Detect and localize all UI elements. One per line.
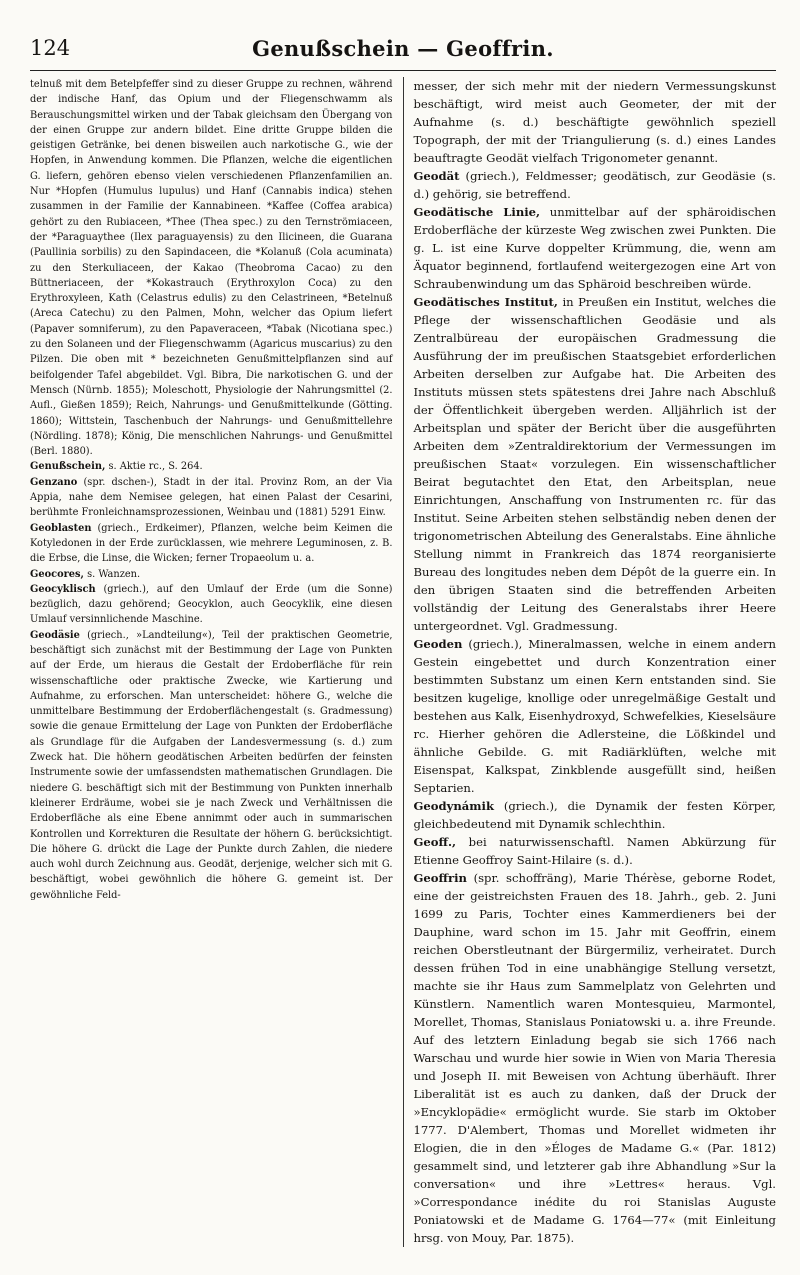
left-column (30, 77, 393, 1247)
entry-headword: Geodätische Linie, (413, 205, 541, 219)
dictionary-entry (30, 459, 393, 474)
entry-text: (griech., Erdkeimer), Pflanzen, welche beim Keimen die Kotyledonen in der Erde zurücklassen, wie mehrere Leguminosen, z. B. die Erbse, die Linse, die Wicken; ferner Tropaeolum u. a. (30, 522, 393, 565)
text-columns (30, 77, 776, 1247)
entry-headword: Geodätisches Institut, (413, 295, 558, 309)
dictionary-entry (413, 77, 776, 167)
entry-headword: Geocores, (30, 568, 84, 580)
dictionary-entry (30, 628, 393, 903)
dictionary-entry (30, 567, 393, 582)
entry-text: messer, der sich mehr mit der niedern Vermessungskunst beschäftigt, wird meist auch Geometer, der mit der Aufnahme (s. d.) beschäftigte gewöhnlich speziell Topograph, der mit der Triangulierung (s. d.) eines Landes beauftragte Geodät vielfach Trigonometer genannt. (413, 79, 776, 165)
entry-text: s. Wanzen. (83, 568, 141, 580)
entry-headword: Genußschein, (30, 461, 106, 473)
entry-headword: Genzano (30, 476, 78, 488)
entry-text: (griech.), Mineralmassen, welche in einem andern Gestein eingebettet und durch Konzentration einer bestimmten Substanz um einen Kern entstanden sind. Sie besitzen kugelige, knollige oder unregelmäßige Gestalt und bestehen aus Kalk, Eisenhydroxyd, Schwefelkies, Kieselsäure rc. Hierher gehören die Adlersteine, die Lößkindel und ähnliche Gebilde. G. mit Radiärklüften, welche mit Eisenspat, Kalkspat, Zinkblende ausgefüllt sind, heißen Septarien. (413, 637, 776, 795)
dictionary-entry (30, 582, 393, 628)
entry-text: (spr. schoffräng), Marie Thérèse, geborne Rodet, eine der geistreichsten Frauen des 18. Jahrh., geb. 2. Juni 1699 zu Paris, Tochter eines Kammerdieners bei der Dauphine, ward schon im 15. Jahr mit Geoffrin, einem reichen Oberstleutnant der Bürgermiliz, verheiratet. Durch dessen frühen Tod in eine unabhängige Stellung versetzt, machte sie ihr Haus zum Sammelplatz von Gelehrten und Künstlern. Namentlich waren Montesquieu, Marmontel, Morellet, Thomas, Stanislaus Poniatowski u. a. ihre Freunde. Auf des letztern Einladung begab sie sich 1766 nach Warschau und wurde hier sowie in Wien von Maria Theresia und Joseph II. mit Beweisen von Achtung überhäuft. Ihrer Liberalität ist es auch zu danken, daß der Druck der »Encyklopädie« ermöglicht wurde. Sie starb im Oktober 1777. D'Alembert, Thomas und Morellet widmeten ihr Elogien, die in den »Éloges de Madame G.« (Par. 1812) gesammelt sind, und letzterer gab ihre Abhandlung »Sur la conversation« und ihre »Lettres« heraus. Vgl. »Correspondance inédite du roi Stanislas Auguste Poniatowski et de Madame G. 1764—77« (mit Einleitung hrsg. von Mouy, Par. 1875). (413, 871, 776, 1245)
entry-text: s. Aktie rc., S. 264. (105, 461, 203, 473)
page-header (30, 30, 776, 71)
dictionary-entry (30, 475, 393, 521)
column-divider (403, 77, 404, 1247)
entry-headword: Geoff., (413, 835, 457, 849)
entry-headword: Geodäsie (30, 629, 80, 641)
running-head: Genußschein — Geoffrin. (252, 36, 554, 61)
dictionary-entry (413, 293, 776, 635)
page-number: 124 (30, 36, 71, 60)
entry-text: (griech.), auf den Umlauf der Erde (um die Sonne) bezüglich, dazu gehörend; Geocyklon, auch Geocyklik, eine diesen Umlauf versinnlichende Maschine. (30, 583, 393, 626)
entry-headword: Geodät (413, 169, 460, 183)
dictionary-entry (413, 869, 776, 1247)
entry-text: (griech.), die Dynamik der festen Körper, gleichbedeutend mit Dynamik schlechthin. (413, 799, 776, 831)
right-column (413, 77, 776, 1247)
entry-text: (griech., »Landteilung«), Teil der praktischen Geometrie, beschäftigt sich zunächst mit der Bestimmung der Lage von Punkten auf der Erde, um hieraus die Gestalt der Erdoberfläche für rein wissenschaftliche oder praktische Zwecke, wie Kartierung und Aufnahme, zu erforschen. Man unterscheidet: höhere G., welche die unmittelbare Bestimmung der Erdoberflächengestalt (s. Gradmessung) sowie die genaue Ermittelung der Lage von Punkten der Erdoberfläche als Grundlage für die Aufgaben der Landesvermessung (s. d.) zum Zweck hat. Die höhern geodätischen Arbeiten bedürfen der feinsten Instrumente sowie der umfassendsten mathematischen Grundlagen. Die niedere G. beschäftigt sich mit der Bestimmung von Punkten innerhalb kleinerer Erdräume, wobei sie je nach Zweck und Verhältnissen die Erdoberfläche als eine Ebene annimmt oder auch in summarischen Kontrollen und Korrekturen die Resultate der höhern G. berücksichtigt. Die höhere G. drückt die Lage der Punkte durch Zahlen, die niedere auch wohl durch Zeichnung aus. Geodät, derjenige, welcher sich mit G. beschäftigt, wobei gewöhnlich die höhere G. gemeint ist. Der gewöhnliche Feld- (30, 629, 393, 901)
dictionary-entry (413, 797, 776, 833)
dictionary-entry (413, 203, 776, 293)
dictionary-entry (30, 521, 393, 567)
dictionary-entry (413, 635, 776, 797)
entry-text: bei naturwissenschaftl. Namen Abkürzung für Etienne Geoffroy Saint-Hilaire (s. d.). (413, 835, 776, 867)
entry-text: (griech.), Feldmesser; geodätisch, zur Geodäsie (s. d.) gehörig, sie betreffend. (413, 169, 776, 201)
entry-text: (spr. dschen-), Stadt in der ital. Provinz Rom, an der Via Appia, nahe dem Nemisee gelegen, hat einen Palast der Cesarini, berühmte Fronleichnamsprozessionen, Weinbau und (1881) 5291 Einw. (30, 476, 393, 519)
entry-text: telnuß mit dem Betelpfeffer sind zu dieser Gruppe zu rechnen, während der indische Hanf, das Opium und der Fliegenschwamm als Berauschungsmittel wirken und der Tabak gleichsam den Übergang von der einen Gruppe zur andern bildet. Eine dritte Gruppe bilden die geistigen Getränke, bei denen bisweilen auch narkotische G., wie der Hopfen, in Anwendung kommen. Die Pflanzen, welche die eigentlichen G. liefern, gehören ebenso vielen verschiedenen Pflanzenfamilien an. Nur *Hopfen (Humulus lupulus) und Hanf (Cannabis indica) stehen zusammen in der Familie der Kannabineen. *Kaffee (Coffea arabica) gehört zu den Rubiaceen, *Thee (Thea spec.) zu den Ternströmiaceen, der *Paraguaythee (Ilex paraguayensis) zu den Ilicineen, die Guarana (Paullinia sorbilis) zu den Sapindaceen, die *Kolanuß (Cola acuminata) zu den Sterkuliaceen, der Kakao (Theobroma Cacao) zu den Büttneriaceen, der *Kokastrauch (Erythroxylon Coca) zu den Erythroxyleen, Kath (Celastrus edulis) zu den Celastrineen, *Betelnuß (Areca Catechu) zu den Palmen, Mohn, welcher das Opium liefert (Papaver somniferum), zu den Papaveraceen, *Tabak (Nicotiana spec.) zu den Solaneen und der Fliegenschwamm (Agaricus muscarius) zu den Pilzen. Die oben mit * bezeichneten Genußmittelpflanzen sind auf beifolgender Tafel abgebildet. Vgl. Bibra, Die narkotischen G. und der Mensch (Nürnb. 1855); Moleschott, Physiologie der Nahrungsmittel (2. Aufl., Gießen 1859); Reich, Nahrungs- und Genußmittelkunde (Götting. 1860); Wittstein, Taschenbuch der Nahrungs- und Genußmittellehre (Nördling. 1878); König, Die menschlichen Nahrungs- und Genußmittel (Berl. 1880). (30, 79, 393, 458)
entry-headword: Geoden (413, 637, 463, 651)
entry-text: unmittelbar auf der sphäroidischen Erdoberfläche der kürzeste Weg zwischen zwei Punkten. Die g. L. ist eine Kurve doppelter Krümmung, die, wenn am Äquator beginnend, fortlaufend weitergezogen eine Art von Schraubenwindung um das Sphäroid beschreiben würde. (413, 205, 776, 291)
entry-headword: Geoblasten (30, 522, 92, 534)
dictionary-entry (413, 833, 776, 869)
entry-headword: Geoffrin (413, 871, 467, 885)
dictionary-entry (413, 167, 776, 203)
entry-headword: Geodynámik (413, 799, 494, 813)
dictionary-entry (30, 77, 393, 459)
entry-headword: Geocyklisch (30, 583, 96, 595)
entry-text: in Preußen ein Institut, welches die Pflege der wissenschaftlichen Geodäsie und als Zentralbüreau der europäischen Gradmessung die Ausführung der im preußischen Staatsgebiet erforderlichen Arbeiten derselben zur Aufgabe hat. Die Arbeiten des Instituts müssen stets spätestens drei Jahre nach Abschluß der Öffentlichkeit übergeben werden. Alljährlich ist der Arbeitsplan und später der Bericht über die ausgeführten Arbeiten dem »Zentraldirektorium der Vermessungen im preußischen Staat« vorzulegen. Ein wissenschaftlicher Beirat begutachtet den Etat, den Arbeitsplan, neue Einrichtungen, Anschaffung von Instrumenten rc. für das Institut. Seine Arbeiten stehen selbständig neben denen der trigonometrischen Abteilung des Generalstabs. Eine ähnliche Stellung nimmt in Frankreich das 1874 reorganisierte Bureau des longitudes neben dem Dépôt de la guerre ein. In den übrigen Staaten sind die betreffenden Arbeiten vollständig der Leitung des Generalstabs ihrer Heere untergeordnet. Vgl. Gradmessung. (413, 295, 776, 633)
